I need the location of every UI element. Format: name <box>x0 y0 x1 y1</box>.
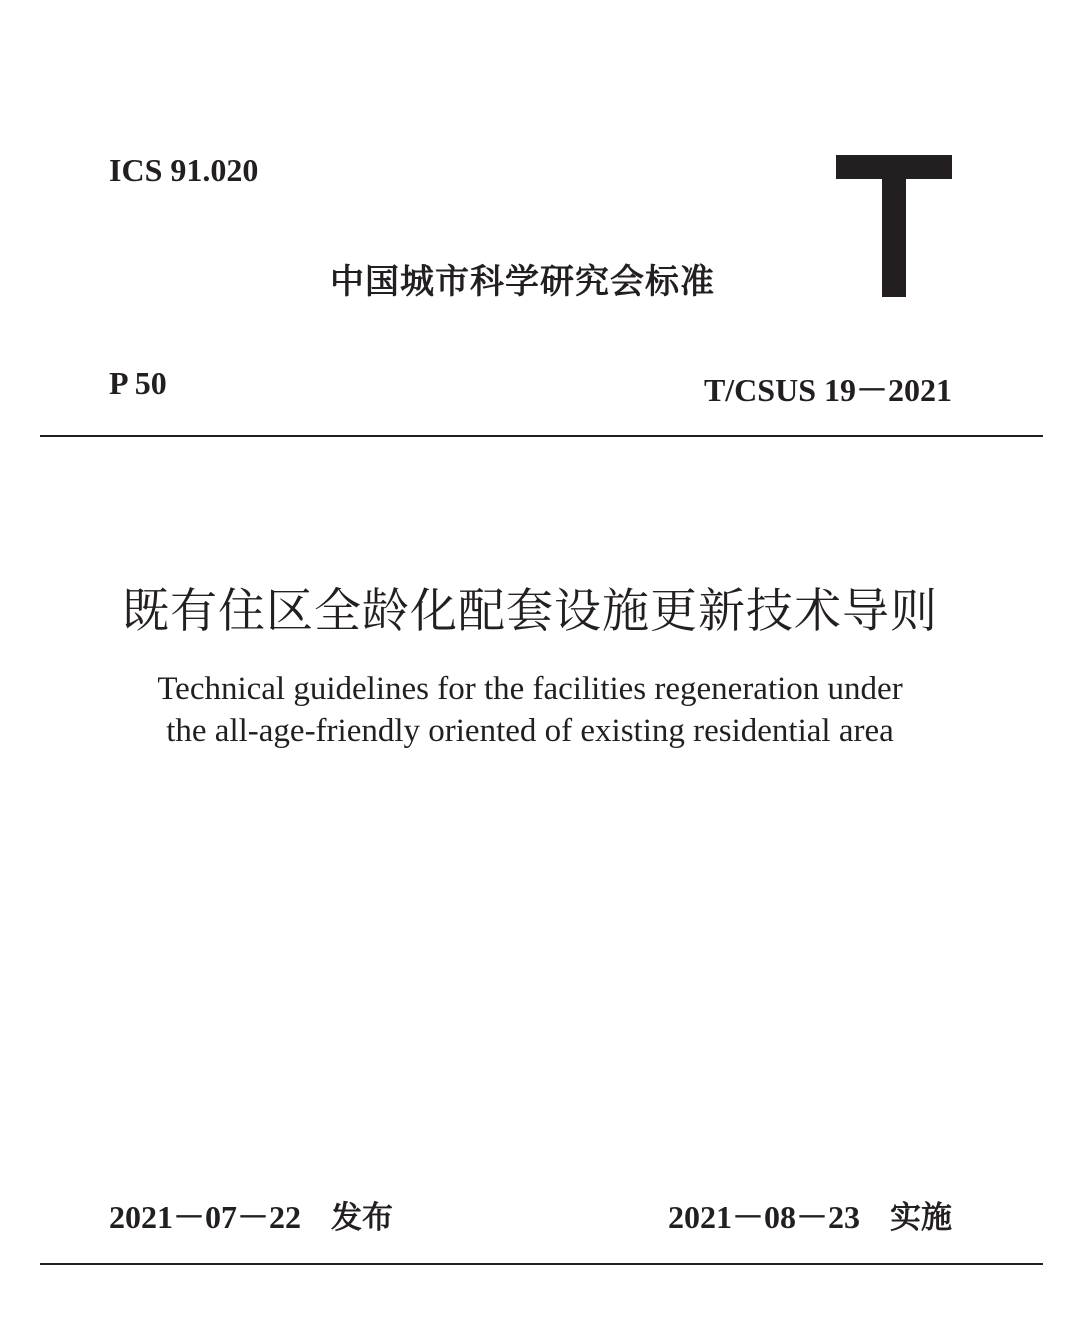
title-chinese: 既有住区全龄化配套设施更新技术导则 <box>122 584 938 639</box>
implement-info <box>668 1192 952 1238</box>
implement-date: 2021－08－23 <box>667 1199 860 1235</box>
publish-info <box>109 1192 393 1238</box>
title-english <box>0 668 1060 752</box>
title-english-line-1: Technical guidelines for the facilities regeneration under <box>157 671 903 707</box>
bottom-divider <box>40 1263 1043 1265</box>
publish-date: 2021－07－22 <box>109 1199 302 1235</box>
top-divider <box>40 435 1043 437</box>
standard-category-logo <box>836 155 952 297</box>
publish-label: 发布 <box>331 1200 394 1236</box>
title-english-line-2: the all-age-friendly oriented of existing residential area <box>166 713 894 749</box>
organization-name: 中国城市科学研究会标准 <box>330 262 715 302</box>
ccs-code: P 50 <box>109 365 167 401</box>
ics-code: ICS 91.020 <box>109 152 259 188</box>
standard-number: T/CSUS 19－2021 <box>703 372 952 408</box>
logo-stem <box>882 155 906 297</box>
implement-label: 实施 <box>890 1200 952 1236</box>
